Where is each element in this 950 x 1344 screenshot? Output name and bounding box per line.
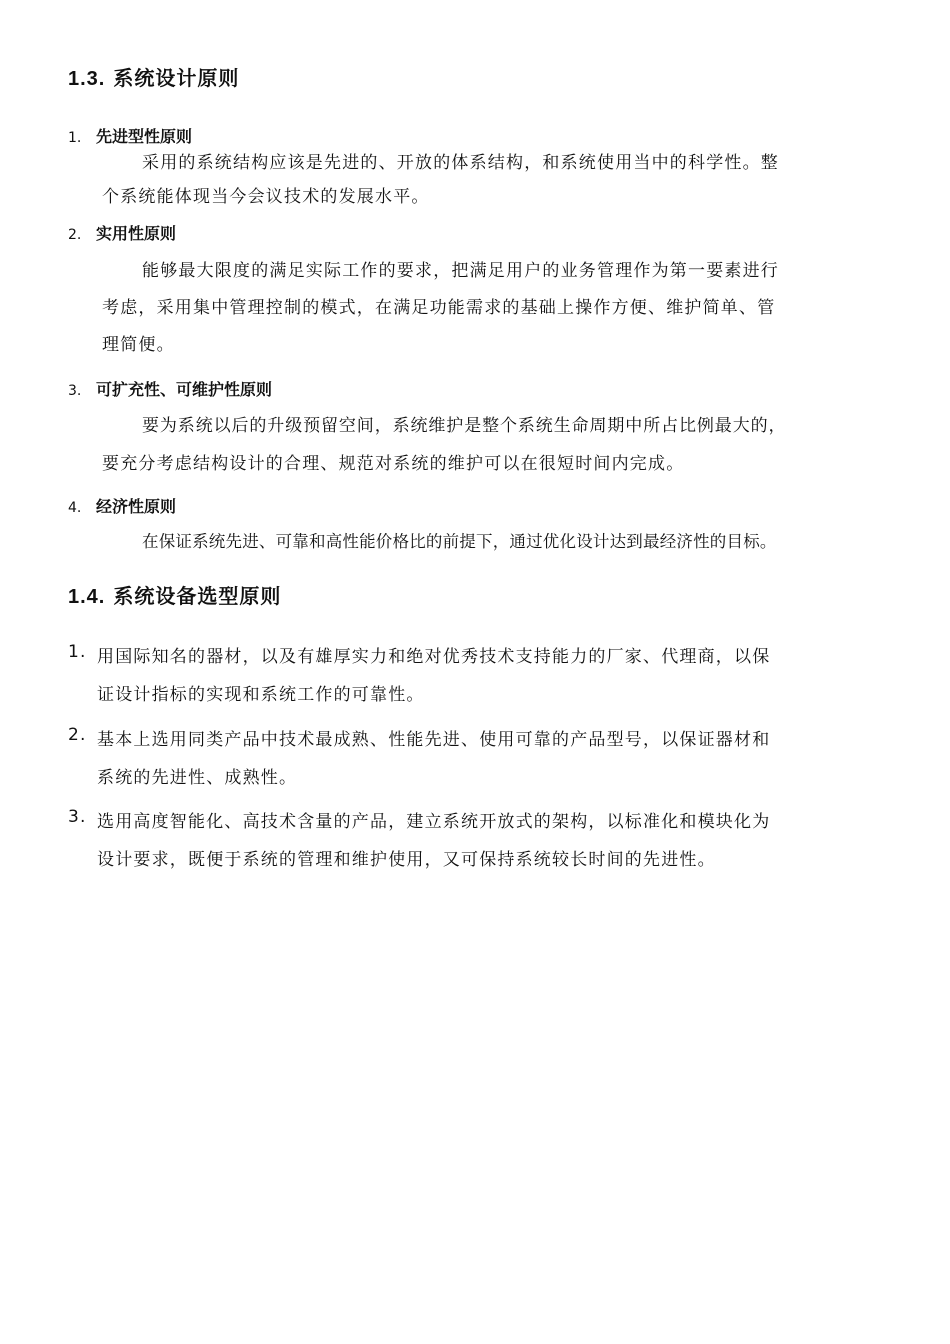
section-heading-1-3 xyxy=(68,62,239,91)
section-title: 系统设计原则 xyxy=(113,66,240,90)
paragraph-line: 采用的系统结构应该是先进的、开放的体系结构，和系统使用当中的科学性。整 xyxy=(142,153,779,173)
list-item-number: 1. xyxy=(68,642,87,662)
paragraph-line: 设计要求，既便于系统的管理和维护使用，又可保持系统较长时间的先进性。 xyxy=(97,850,716,870)
item-title-text: 经济性原则 xyxy=(96,497,177,516)
section-number: 1.3. xyxy=(68,68,106,90)
paragraph-line: 选用高度智能化、高技术含量的产品，建立系统开放式的架构，以标准化和模块化为 xyxy=(97,812,771,832)
principle-title-2 xyxy=(68,221,176,244)
paragraph-line: 考虑，采用集中管理控制的模式，在满足功能需求的基础上操作方便、维护简单、管 xyxy=(102,298,776,318)
list-item-number: 2. xyxy=(68,725,87,745)
principle-title-3 xyxy=(68,377,272,400)
paragraph-line: 系统的先进性、成熟性。 xyxy=(97,768,298,788)
list-item-number: 3. xyxy=(68,807,87,827)
paragraph-line: 用国际知名的器材，以及有雄厚实力和绝对优秀技术支持能力的厂家、代理商，以保 xyxy=(97,647,771,667)
paragraph-line: 个系统能体现当今会议技术的发展水平。 xyxy=(102,187,430,207)
paragraph-line: 要为系统以后的升级预留空间，系统维护是整个系统生命周期中所占比例最大的， xyxy=(142,416,787,436)
paragraph-line: 理简便。 xyxy=(102,335,175,355)
principle-title-4 xyxy=(68,494,176,517)
item-title-text: 先进型性原则 xyxy=(96,127,193,146)
section-heading-1-4 xyxy=(68,580,281,609)
section-title: 系统设备选型原则 xyxy=(113,584,282,608)
paragraph-line: 基本上选用同类产品中技术最成熟、性能先进、使用可靠的产品型号，以保证器材和 xyxy=(97,730,771,750)
paragraph-line: 在保证系统先进、可靠和高性能价格比的前提下，通过优化设计达到最经济性的目标。 xyxy=(142,532,777,551)
paragraph-line: 要充分考虑结构设计的合理、规范对系统的维护可以在很短时间内完成。 xyxy=(102,454,685,474)
paragraph-line: 证设计指标的实现和系统工作的可靠性。 xyxy=(97,685,425,705)
item-title-text: 可扩充性、可维护性原则 xyxy=(96,380,273,399)
section-number: 1.4. xyxy=(68,586,106,608)
item-number: 4. xyxy=(68,500,82,516)
item-title-text: 实用性原则 xyxy=(96,224,177,243)
item-number: 3. xyxy=(68,383,82,399)
paragraph-line: 能够最大限度的满足实际工作的要求，把满足用户的业务管理作为第一要素进行 xyxy=(142,261,779,281)
principle-title-1 xyxy=(68,124,192,147)
item-number: 2. xyxy=(68,227,82,243)
item-number: 1. xyxy=(68,130,82,146)
